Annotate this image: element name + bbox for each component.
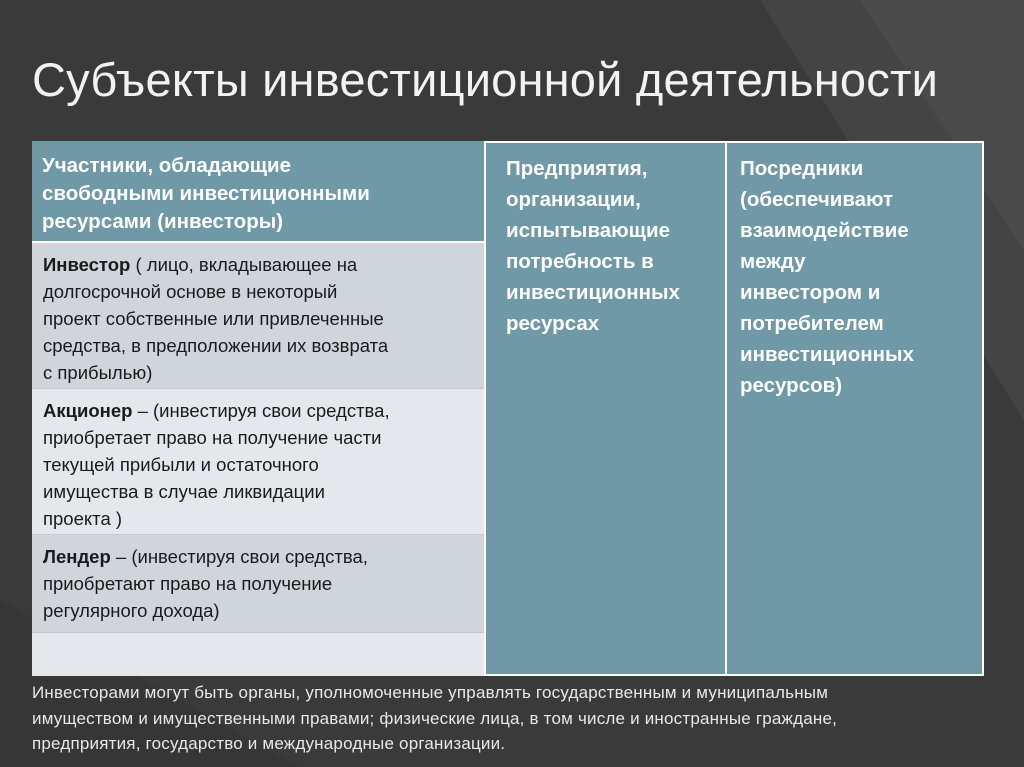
investors-column (32, 141, 484, 676)
row-text: приобретают право на получение (43, 573, 333, 594)
row-text: ( лицо, вкладывающее на (130, 254, 358, 275)
row-term: Лендер (43, 546, 111, 567)
row-text: регулярного дохода) (43, 600, 220, 621)
row-text: имущества в случае ликвидации (43, 481, 325, 502)
participants-table (32, 141, 984, 676)
column-text: между (740, 250, 806, 273)
row-text: проект собственные или привлеченные (43, 308, 384, 329)
row-text: проекта ) (43, 508, 123, 529)
column-text: организации, (506, 188, 641, 211)
footer-note (32, 680, 1007, 757)
row-term: Инвестор (43, 254, 131, 275)
column-text: инвестиционных (740, 343, 914, 366)
shareholder-row (32, 389, 484, 535)
column-text: инвестиционных (506, 281, 680, 304)
column-text: (обеспечивают (740, 188, 894, 211)
row-term: Акционер (43, 400, 133, 421)
row-text: средства, в предположении их возврата (43, 335, 389, 356)
footer-line: предприятия, государство и международные организации. (32, 734, 506, 753)
footer-line: имуществом и имущественными правами; физические лица, в том числе и иностранные граждане, (32, 708, 838, 728)
column-text: Предприятия, (506, 157, 648, 180)
column-text: ресурсов) (740, 374, 843, 397)
column-text: Посредники (740, 157, 864, 180)
investors-header (32, 141, 484, 243)
enterprises-column (484, 141, 727, 676)
row-text: приобретает право на получение части (43, 427, 382, 448)
column-text: взаимодействие (740, 219, 909, 242)
lender-row (32, 535, 484, 633)
investor-row (32, 243, 484, 389)
intermediaries-column (725, 141, 984, 676)
column-text: ресурсах (506, 312, 600, 335)
row-text: долгосрочной основе в некоторый (43, 281, 338, 302)
empty-row (32, 633, 484, 676)
row-text: – (инвестируя свои средства, (132, 400, 390, 421)
column-text: потребность в (506, 250, 654, 273)
column-text: потребителем (740, 312, 884, 335)
header-line: свободными инвестиционными (42, 182, 370, 205)
column-text: инвестором и (740, 281, 881, 304)
row-text: с прибылью) (43, 362, 153, 383)
column-text: испытывающие (506, 219, 670, 242)
footer-line: Инвесторами могут быть органы, уполномоченные управлять государственным и муниципальным (32, 683, 829, 702)
row-text: текущей прибыли и остаточного (43, 454, 319, 475)
header-line: Участники, обладающие (42, 154, 292, 177)
header-line: ресурсами (инвесторы) (42, 210, 284, 233)
row-text: – (инвестируя свои средства, (110, 546, 368, 567)
slide-title: Субъекты инвестиционной деятельности (32, 53, 939, 106)
